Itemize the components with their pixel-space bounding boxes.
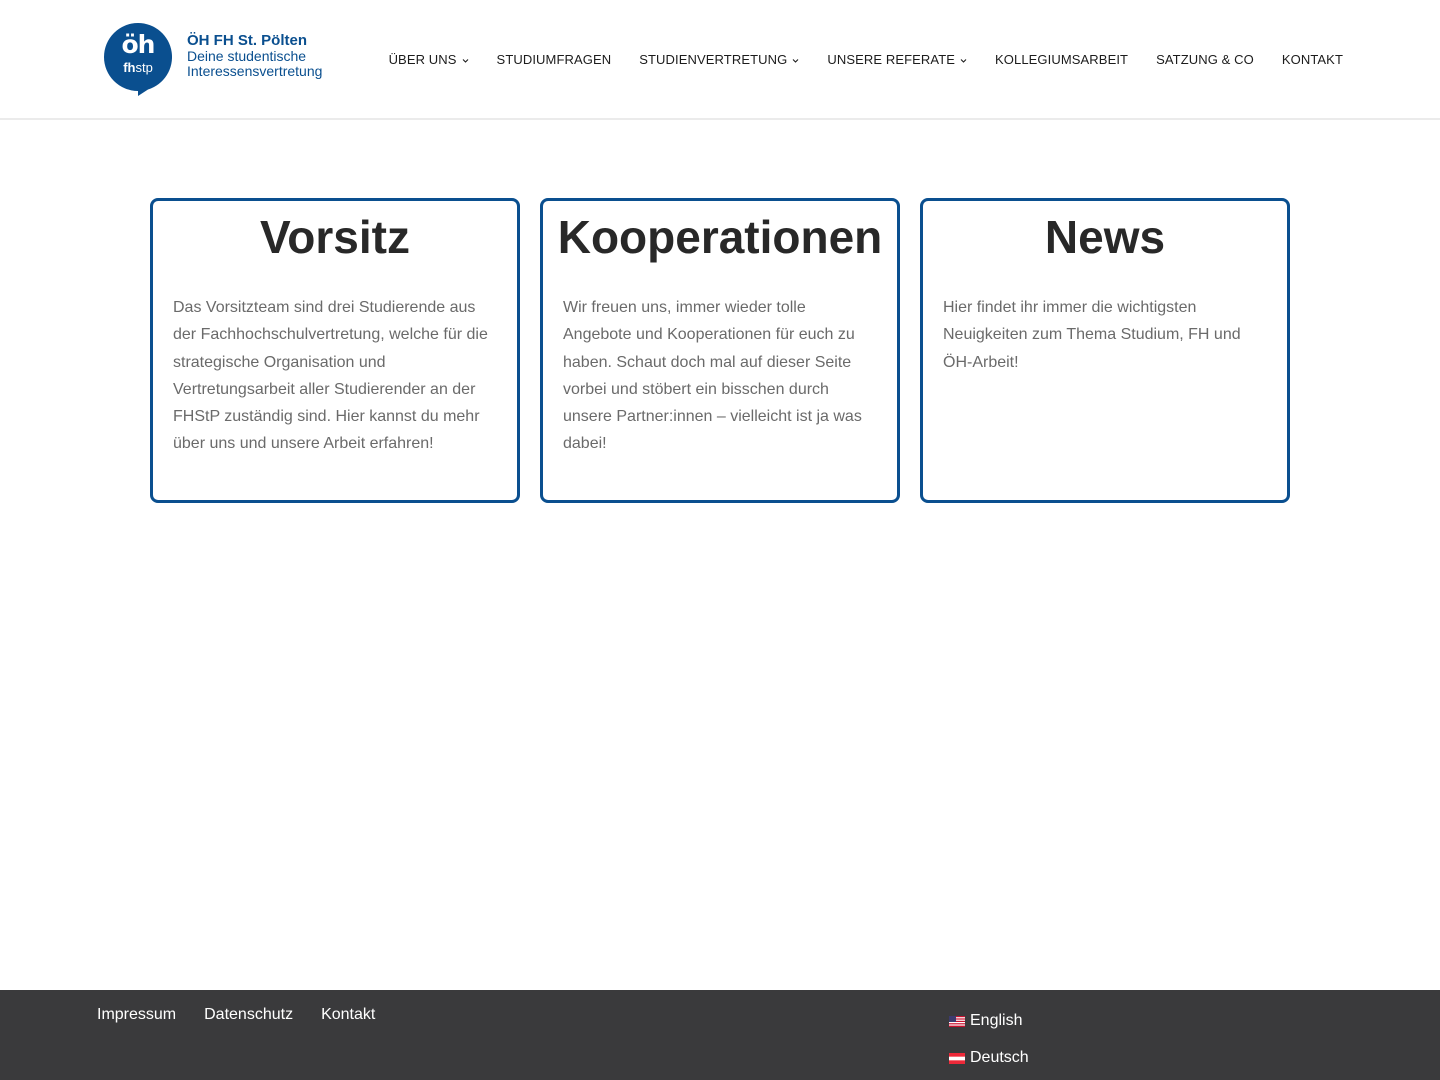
card-text: Das Vorsitzteam sind drei Studierende aus der Fachhochschulvertretung, welche für die strategische Organisation und Vertretungsarbeit aller Studierender an der FHStP zuständig sind. Hier kannst du mehr über uns und unsere Arbeit erfahren! <box>173 299 488 453</box>
nav-item-label: UNSERE REFERATE <box>827 52 956 67</box>
language-label: English <box>970 1012 1023 1029</box>
nav-item-label: ÜBER UNS <box>388 52 457 67</box>
card-title: Kooperationen <box>557 211 883 263</box>
nav-item-kontakt[interactable] <box>1282 52 1343 68</box>
footer-link-datenschutz[interactable]: Datenschutz <box>204 1006 294 1023</box>
oh-logo-icon <box>104 23 172 96</box>
chevron-down-icon <box>792 57 799 64</box>
nav-item-kollegiumsarbeit[interactable] <box>995 52 1128 68</box>
card-news[interactable] <box>920 198 1290 503</box>
logo-subtitle-line1: Deine studentische <box>187 48 307 64</box>
nav-item-unsere-referate[interactable] <box>827 52 967 68</box>
logo-title: ÖH FH St. Pölten <box>187 32 307 49</box>
nav-item-label: STUDIENVERTRETUNG <box>639 52 788 67</box>
card-kooperationen[interactable] <box>540 198 900 503</box>
footer-link-impressum[interactable]: Impressum <box>97 1006 177 1023</box>
nav-item-satzung[interactable] <box>1156 52 1254 68</box>
nav-item-label: STUDIUMFRAGEN <box>496 52 612 67</box>
logo-text <box>187 33 322 79</box>
language-english[interactable] <box>949 1011 1022 1031</box>
site-footer <box>0 990 1440 1080</box>
nav-item-label: KONTAKT <box>1281 52 1343 67</box>
logo-mark-top: öh <box>121 30 155 59</box>
nav-item-label: SATZUNG & CO <box>1156 52 1254 67</box>
card-title: Vorsitz <box>260 211 410 263</box>
us-flag-icon <box>949 1016 965 1027</box>
chevron-down-icon <box>960 57 967 64</box>
site-header <box>0 0 1440 120</box>
card-title: News <box>1044 211 1166 263</box>
chevron-down-icon <box>462 57 469 64</box>
card-vorsitz[interactable] <box>150 198 520 503</box>
nav-item-studiumfragen[interactable] <box>497 52 612 68</box>
site-logo[interactable] <box>104 23 322 96</box>
logo-mark-bottom: fhstp <box>123 60 153 75</box>
nav-item-ueber-uns[interactable] <box>389 52 469 68</box>
nav-item-label: KOLLEGIUMSARBEIT <box>995 52 1129 67</box>
language-deutsch[interactable] <box>949 1048 1029 1068</box>
card-text: Hier findet ihr immer die wichtigsten Neuigkeiten zum Thema Studium, FH und ÖH-Arbeit! <box>943 299 1241 371</box>
logo-subtitle-line2: Interessensvertretung <box>187 63 323 79</box>
footer-links <box>97 1005 375 1025</box>
language-label: Deutsch <box>970 1049 1029 1066</box>
austria-flag-icon <box>949 1053 965 1064</box>
nav-item-studienvertretung[interactable] <box>639 52 799 68</box>
main-navigation <box>389 52 1343 68</box>
footer-link-kontakt[interactable]: Kontakt <box>321 1006 376 1023</box>
card-text: Wir freuen uns, immer wieder tolle Angebote und Kooperationen für euch zu haben. Schaut doch mal auf dieser Seite vorbei und stöbert ein bisschen durch unsere Partner:innen – vielleicht ist ja was dabei! <box>563 299 862 453</box>
